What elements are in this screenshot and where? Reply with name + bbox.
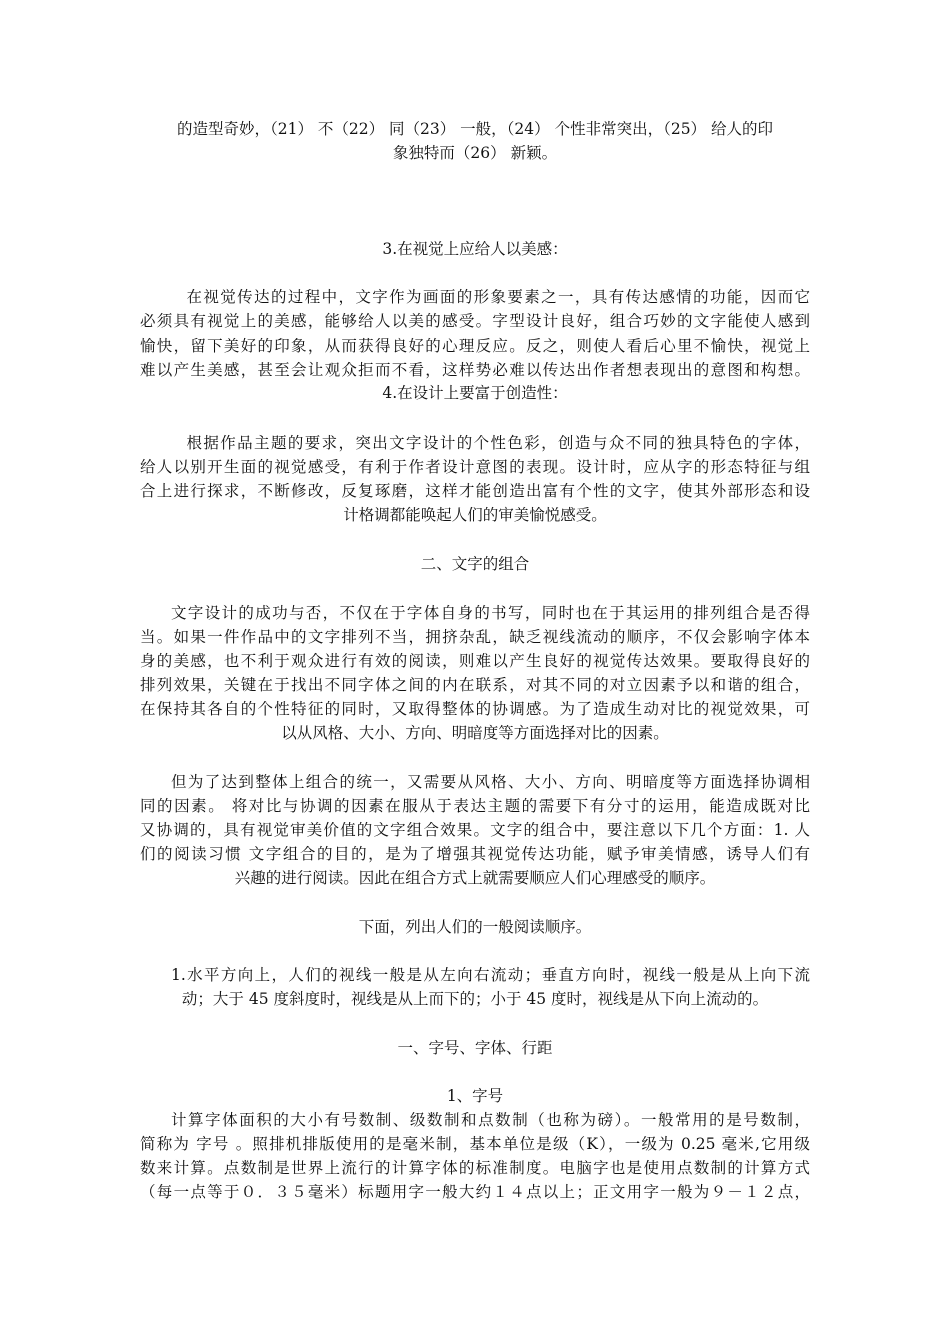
text-line: 简称为 字号 。照排机排版使用的是毫米制，基本单位是级（K），一级为 0.25 毫米,它用级 bbox=[140, 1135, 810, 1153]
text-line: 动；大于 45 度斜度时，视线是从上而下的；小于 45 度时，视线是从下向上流动的。 bbox=[181, 990, 769, 1008]
text-line: 又协调的，具有视觉审美价值的文字组合效果。文字的组合中，要注意以下几个方面：1. 人 bbox=[140, 821, 810, 839]
text-line: 在保持其各自的个性特征的同时，又取得整体的协调感。为了造成生动对比的视觉效果，可 bbox=[140, 700, 810, 718]
text-line: 愉快，留下美好的印象，从而获得良好的心理反应。反之，则使人看后心里不愉快，视觉上 bbox=[140, 337, 810, 355]
part-heading: 二、文字的组合 bbox=[420, 555, 530, 573]
text-line: 们的阅读习惯 文字组合的目的，是为了增强其视觉传达功能，赋予审美情感，诱导人们有 bbox=[140, 845, 810, 863]
text-line: 下面，列出人们的一般阅读顺序。 bbox=[358, 918, 592, 936]
text-line: 同的因素。 将对比与协调的因素在服从于表达主题的需要下有分寸的运用，能造成既对比 bbox=[140, 797, 810, 815]
section-heading: 4.在设计上要富于创造性： bbox=[382, 384, 568, 402]
text-line: 以从风格、大小、方向、明暗度等方面选择对比的因素。 bbox=[281, 724, 669, 742]
text-line: 1.水平方向上，人们的视线一般是从左向右流动；垂直方向时，视线一般是从上向下流 bbox=[171, 966, 810, 984]
text-line: 必须具有视觉上的美感，能够给人以美的感受。字型设计良好，组合巧妙的文字能使人感到 bbox=[140, 312, 810, 330]
text-line: 给人以别开生面的视觉感受，有利于作者设计意图的表现。设计时，应从字的形态特征与组 bbox=[140, 458, 810, 476]
text-line: 难以产生美感，甚至会让观众拒而不看，这样势必难以传达出作者想表现出的意图和构想。 bbox=[140, 361, 810, 379]
text-line: 数来计算。点数制是世界上流行的计算字体的标准制度。电脑字也是使用点数制的计算方式 bbox=[140, 1159, 810, 1177]
text-line: 计格调都能唤起人们的审美愉悦感受。 bbox=[343, 506, 607, 524]
text-line: 排列效果，关键在于找出不同字体之间的内在联系，对其不同的对立因素予以和谐的组合， bbox=[140, 676, 810, 694]
text-line: 的造型奇妙，（21） 不（22） 同（23） 一般，（24） 个性非常突出，（25） 给人的印 bbox=[176, 120, 773, 138]
text-line: 象独特而（26） 新颖。 bbox=[392, 144, 558, 162]
part-heading: 一、字号、字体、行距 bbox=[397, 1039, 553, 1057]
text-line: 在视觉传达的过程中，文字作为画面的形象要素之一，具有传达感情的功能，因而它 bbox=[186, 288, 810, 306]
text-line: 当。如果一件作品中的文字排列不当，拥挤杂乱，缺乏视线流动的顺序，不仅会影响字体本 bbox=[140, 628, 810, 646]
text-line: 兴趣的进行阅读。因此在组合方式上就需要顺应人们心理感受的顺序。 bbox=[234, 869, 716, 887]
text-line: 根据作品主题的要求，突出文字设计的个性色彩，创造与众不同的独具特色的字体， bbox=[186, 434, 810, 452]
text-line: 合上进行探求，不断修改，反复琢磨，这样才能创造出富有个性的文字，使其外部形态和设 bbox=[140, 482, 810, 500]
text-line: （每一点等于０．３５毫米）标题用字一般大约１４点以上；正文用字一般为９－１２点， bbox=[140, 1183, 810, 1201]
text-line: 身的美感，也不利于观众进行有效的阅读，则难以产生良好的视觉传达效果。要取得良好的 bbox=[140, 652, 810, 670]
text-line: 但为了达到整体上组合的统一，又需要从风格、大小、方向、明暗度等方面选择协调相 bbox=[171, 773, 810, 791]
sub-heading: 1、字号 bbox=[446, 1087, 504, 1105]
text-line: 文字设计的成功与否，不仅在于字体自身的书写，同时也在于其运用的排列组合是否得 bbox=[171, 604, 810, 622]
section-heading: 3.在视觉上应给人以美感： bbox=[382, 240, 568, 258]
text-line: 计算字体面积的大小有号数制、级数制和点数制（也称为磅）。一般常用的是号数制， bbox=[171, 1111, 810, 1129]
